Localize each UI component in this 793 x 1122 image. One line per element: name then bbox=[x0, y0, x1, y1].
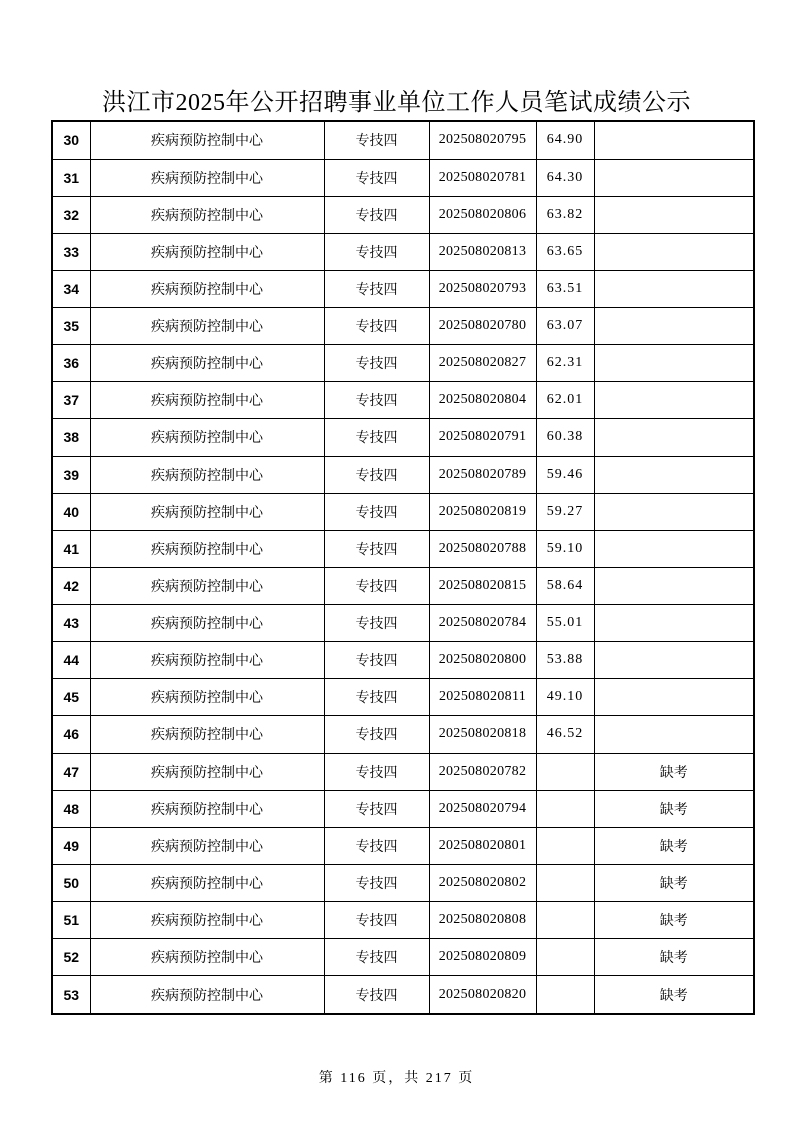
table-row bbox=[52, 345, 754, 382]
org-name-cell: 疾病预防控制中心 bbox=[90, 827, 324, 864]
table-row bbox=[52, 790, 754, 827]
score-cell: 59.10 bbox=[536, 530, 594, 567]
position-cell: 专技四 bbox=[324, 382, 429, 419]
remark-cell: 缺考 bbox=[594, 753, 754, 790]
exam-number-cell: 202508020794 bbox=[429, 790, 536, 827]
org-name-cell: 疾病预防控制中心 bbox=[90, 159, 324, 196]
org-name-cell: 疾病预防控制中心 bbox=[90, 345, 324, 382]
table-row bbox=[52, 493, 754, 530]
remark-cell bbox=[594, 605, 754, 642]
position-cell: 专技四 bbox=[324, 159, 429, 196]
score-cell: 64.90 bbox=[536, 121, 594, 159]
remark-cell bbox=[594, 642, 754, 679]
org-name-cell: 疾病预防控制中心 bbox=[90, 716, 324, 753]
exam-number-cell: 202508020789 bbox=[429, 456, 536, 493]
position-cell: 专技四 bbox=[324, 567, 429, 604]
position-cell: 专技四 bbox=[324, 419, 429, 456]
position-cell: 专技四 bbox=[324, 196, 429, 233]
org-name-cell: 疾病预防控制中心 bbox=[90, 233, 324, 270]
score-cell bbox=[536, 864, 594, 901]
position-cell: 专技四 bbox=[324, 270, 429, 307]
org-name-cell: 疾病预防控制中心 bbox=[90, 864, 324, 901]
score-cell: 46.52 bbox=[536, 716, 594, 753]
org-name-cell: 疾病预防控制中心 bbox=[90, 121, 324, 159]
row-number-cell: 53 bbox=[52, 976, 90, 1014]
row-number-cell: 51 bbox=[52, 902, 90, 939]
score-cell: 58.64 bbox=[536, 567, 594, 604]
position-cell: 专技四 bbox=[324, 864, 429, 901]
score-cell: 53.88 bbox=[536, 642, 594, 679]
score-cell: 59.27 bbox=[536, 493, 594, 530]
org-name-cell: 疾病预防控制中心 bbox=[90, 567, 324, 604]
table-row bbox=[52, 233, 754, 270]
org-name-cell: 疾病预防控制中心 bbox=[90, 308, 324, 345]
remark-cell bbox=[594, 493, 754, 530]
row-number-cell: 50 bbox=[52, 864, 90, 901]
row-number-cell: 34 bbox=[52, 270, 90, 307]
table-row bbox=[52, 716, 754, 753]
page-number-footer: 第 116 页，共 217 页 bbox=[318, 1071, 475, 1086]
remark-cell: 缺考 bbox=[594, 902, 754, 939]
exam-number-cell: 202508020788 bbox=[429, 530, 536, 567]
exam-number-cell: 202508020784 bbox=[429, 605, 536, 642]
remark-cell bbox=[594, 308, 754, 345]
position-cell: 专技四 bbox=[324, 345, 429, 382]
table-row bbox=[52, 419, 754, 456]
exam-number-cell: 202508020791 bbox=[429, 419, 536, 456]
table-row bbox=[52, 679, 754, 716]
table-row bbox=[52, 456, 754, 493]
table-row bbox=[52, 939, 754, 976]
exam-number-cell: 202508020809 bbox=[429, 939, 536, 976]
org-name-cell: 疾病预防控制中心 bbox=[90, 605, 324, 642]
position-cell: 专技四 bbox=[324, 790, 429, 827]
table-row bbox=[52, 567, 754, 604]
table-row bbox=[52, 753, 754, 790]
row-number-cell: 46 bbox=[52, 716, 90, 753]
scores-table bbox=[51, 120, 755, 1015]
position-cell: 专技四 bbox=[324, 642, 429, 679]
row-number-cell: 35 bbox=[52, 308, 90, 345]
remark-cell bbox=[594, 456, 754, 493]
row-number-cell: 47 bbox=[52, 753, 90, 790]
row-number-cell: 33 bbox=[52, 233, 90, 270]
page-title: 洪江市2025年公开招聘事业单位工作人员笔试成绩公示 bbox=[102, 90, 691, 116]
org-name-cell: 疾病预防控制中心 bbox=[90, 939, 324, 976]
table-row bbox=[52, 530, 754, 567]
org-name-cell: 疾病预防控制中心 bbox=[90, 902, 324, 939]
exam-number-cell: 202508020781 bbox=[429, 159, 536, 196]
score-cell: 62.01 bbox=[536, 382, 594, 419]
position-cell: 专技四 bbox=[324, 976, 429, 1014]
row-number-cell: 48 bbox=[52, 790, 90, 827]
position-cell: 专技四 bbox=[324, 121, 429, 159]
org-name-cell: 疾病预防控制中心 bbox=[90, 679, 324, 716]
row-number-cell: 42 bbox=[52, 567, 90, 604]
table-row bbox=[52, 827, 754, 864]
org-name-cell: 疾病预防控制中心 bbox=[90, 196, 324, 233]
exam-number-cell: 202508020793 bbox=[429, 270, 536, 307]
score-cell: 59.46 bbox=[536, 456, 594, 493]
remark-cell bbox=[594, 159, 754, 196]
exam-number-cell: 202508020806 bbox=[429, 196, 536, 233]
exam-number-cell: 202508020782 bbox=[429, 753, 536, 790]
table-row bbox=[52, 308, 754, 345]
remark-cell: 缺考 bbox=[594, 976, 754, 1014]
exam-number-cell: 202508020800 bbox=[429, 642, 536, 679]
score-cell: 63.65 bbox=[536, 233, 594, 270]
org-name-cell: 疾病预防控制中心 bbox=[90, 642, 324, 679]
exam-number-cell: 202508020808 bbox=[429, 902, 536, 939]
score-cell: 55.01 bbox=[536, 605, 594, 642]
position-cell: 专技四 bbox=[324, 902, 429, 939]
remark-cell: 缺考 bbox=[594, 864, 754, 901]
score-cell: 63.82 bbox=[536, 196, 594, 233]
score-cell: 63.51 bbox=[536, 270, 594, 307]
org-name-cell: 疾病预防控制中心 bbox=[90, 790, 324, 827]
scores-table-container bbox=[51, 120, 755, 1015]
score-cell bbox=[536, 976, 594, 1014]
exam-number-cell: 202508020802 bbox=[429, 864, 536, 901]
score-cell: 63.07 bbox=[536, 308, 594, 345]
remark-cell: 缺考 bbox=[594, 827, 754, 864]
remark-cell bbox=[594, 270, 754, 307]
org-name-cell: 疾病预防控制中心 bbox=[90, 419, 324, 456]
remark-cell bbox=[594, 121, 754, 159]
position-cell: 专技四 bbox=[324, 308, 429, 345]
score-cell: 64.30 bbox=[536, 159, 594, 196]
exam-number-cell: 202508020827 bbox=[429, 345, 536, 382]
org-name-cell: 疾病预防控制中心 bbox=[90, 976, 324, 1014]
position-cell: 专技四 bbox=[324, 605, 429, 642]
table-row bbox=[52, 270, 754, 307]
position-cell: 专技四 bbox=[324, 679, 429, 716]
score-cell bbox=[536, 902, 594, 939]
remark-cell bbox=[594, 679, 754, 716]
score-cell: 62.31 bbox=[536, 345, 594, 382]
row-number-cell: 49 bbox=[52, 827, 90, 864]
row-number-cell: 40 bbox=[52, 493, 90, 530]
row-number-cell: 44 bbox=[52, 642, 90, 679]
exam-number-cell: 202508020820 bbox=[429, 976, 536, 1014]
exam-number-cell: 202508020813 bbox=[429, 233, 536, 270]
exam-number-cell: 202508020801 bbox=[429, 827, 536, 864]
remark-cell bbox=[594, 345, 754, 382]
score-cell: 60.38 bbox=[536, 419, 594, 456]
org-name-cell: 疾病预防控制中心 bbox=[90, 530, 324, 567]
row-number-cell: 31 bbox=[52, 159, 90, 196]
table-row bbox=[52, 976, 754, 1014]
row-number-cell: 38 bbox=[52, 419, 90, 456]
remark-cell: 缺考 bbox=[594, 790, 754, 827]
remark-cell bbox=[594, 233, 754, 270]
remark-cell bbox=[594, 530, 754, 567]
row-number-cell: 41 bbox=[52, 530, 90, 567]
remark-cell bbox=[594, 716, 754, 753]
row-number-cell: 52 bbox=[52, 939, 90, 976]
row-number-cell: 30 bbox=[52, 121, 90, 159]
table-row bbox=[52, 902, 754, 939]
org-name-cell: 疾病预防控制中心 bbox=[90, 493, 324, 530]
remark-cell bbox=[594, 196, 754, 233]
remark-cell bbox=[594, 419, 754, 456]
position-cell: 专技四 bbox=[324, 939, 429, 976]
org-name-cell: 疾病预防控制中心 bbox=[90, 753, 324, 790]
position-cell: 专技四 bbox=[324, 753, 429, 790]
row-number-cell: 45 bbox=[52, 679, 90, 716]
table-row bbox=[52, 121, 754, 159]
score-cell bbox=[536, 827, 594, 864]
row-number-cell: 36 bbox=[52, 345, 90, 382]
remark-cell bbox=[594, 567, 754, 604]
exam-number-cell: 202508020795 bbox=[429, 121, 536, 159]
table-row bbox=[52, 382, 754, 419]
score-cell: 49.10 bbox=[536, 679, 594, 716]
exam-number-cell: 202508020819 bbox=[429, 493, 536, 530]
position-cell: 专技四 bbox=[324, 827, 429, 864]
org-name-cell: 疾病预防控制中心 bbox=[90, 456, 324, 493]
position-cell: 专技四 bbox=[324, 233, 429, 270]
row-number-cell: 39 bbox=[52, 456, 90, 493]
exam-number-cell: 202508020804 bbox=[429, 382, 536, 419]
exam-number-cell: 202508020818 bbox=[429, 716, 536, 753]
position-cell: 专技四 bbox=[324, 493, 429, 530]
remark-cell bbox=[594, 382, 754, 419]
table-row bbox=[52, 159, 754, 196]
position-cell: 专技四 bbox=[324, 456, 429, 493]
exam-number-cell: 202508020811 bbox=[429, 679, 536, 716]
table-row bbox=[52, 605, 754, 642]
row-number-cell: 43 bbox=[52, 605, 90, 642]
table-row bbox=[52, 642, 754, 679]
org-name-cell: 疾病预防控制中心 bbox=[90, 382, 324, 419]
position-cell: 专技四 bbox=[324, 716, 429, 753]
org-name-cell: 疾病预防控制中心 bbox=[90, 270, 324, 307]
row-number-cell: 32 bbox=[52, 196, 90, 233]
table-row bbox=[52, 864, 754, 901]
table-row bbox=[52, 196, 754, 233]
exam-number-cell: 202508020780 bbox=[429, 308, 536, 345]
exam-number-cell: 202508020815 bbox=[429, 567, 536, 604]
score-cell bbox=[536, 939, 594, 976]
row-number-cell: 37 bbox=[52, 382, 90, 419]
position-cell: 专技四 bbox=[324, 530, 429, 567]
remark-cell: 缺考 bbox=[594, 939, 754, 976]
score-cell bbox=[536, 790, 594, 827]
score-cell bbox=[536, 753, 594, 790]
